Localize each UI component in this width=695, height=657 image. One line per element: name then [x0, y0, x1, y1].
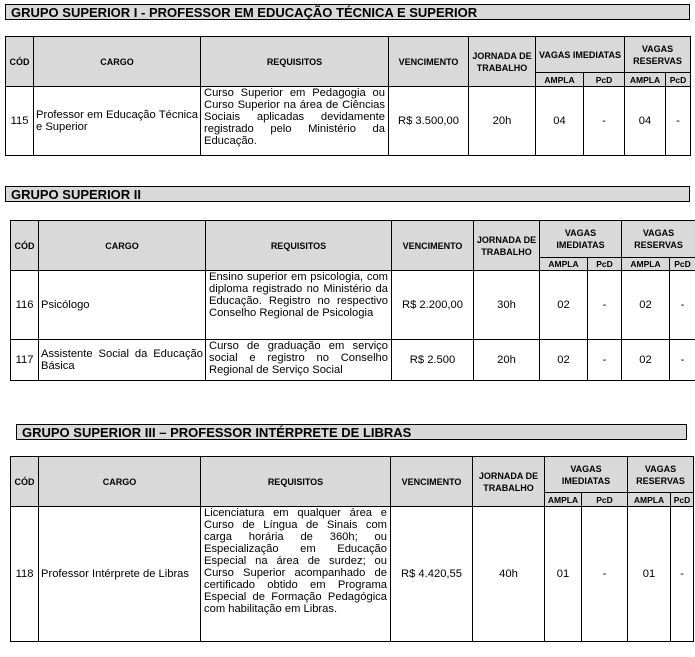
cell-cargo: Assistente Social da Educação Básica [39, 340, 206, 381]
group-1-title: GRUPO SUPERIOR I - PROFESSOR EM EDUCAÇÃO TÉCNICA E SUPERIOR [5, 4, 690, 20]
header-vencimento: VENCIMENTO [391, 457, 473, 507]
header-vagas-imediatas: VAGAS IMEDIATAS [545, 457, 628, 493]
cell-vencimento: R$ 2.200,00 [392, 271, 474, 340]
cell-imediatas-pcd: - [588, 271, 622, 340]
header-pcd: PcD [584, 73, 625, 87]
cell-jornada: 40h [473, 507, 545, 642]
table-row [11, 340, 695, 381]
header-vencimento: VENCIMENTO [389, 37, 469, 87]
header-vagas-imediatas: VAGAS IMEDIATAS [536, 37, 625, 73]
cell-vencimento: R$ 4.420,55 [391, 507, 473, 642]
header-cargo: CARGO [34, 37, 201, 87]
cell-reservas-ampla: 02 [622, 340, 670, 381]
cell-reservas-ampla: 02 [622, 271, 670, 340]
group-3-table [10, 456, 694, 642]
header-requisitos: REQUISITOS [201, 457, 391, 507]
header-requisitos: REQUISITOS [206, 221, 392, 271]
table-row [11, 507, 694, 642]
cell-reservas-pcd: - [670, 271, 695, 340]
cell-requisitos: Ensino superior em psicologia, com diploma registrado no Ministério da Educação. Registro no respectivo Conselho Regional de Psicologia [206, 271, 392, 340]
cell-imediatas-ampla: 01 [545, 507, 582, 642]
header-ampla: AMPLA [625, 73, 666, 87]
cell-jornada: 20h [469, 87, 536, 156]
cell-cod: 118 [11, 507, 39, 642]
header-pcd: PcD [671, 493, 694, 507]
header-cod: CÓD [11, 457, 39, 507]
cell-cargo: Professor em Educação Técnica e Superior [34, 87, 201, 156]
group-2-title: GRUPO SUPERIOR II [5, 186, 690, 202]
header-ampla: AMPLA [536, 73, 584, 87]
table-row [6, 87, 691, 156]
group-3-title: GRUPO SUPERIOR III – PROFESSOR INTÉRPRETE DE LIBRAS [16, 424, 687, 440]
cell-imediatas-pcd: - [584, 87, 625, 156]
header-jornada: JORNADA DE TRABALHO [474, 221, 540, 271]
header-jornada: JORNADA DE TRABALHO [469, 37, 536, 87]
cell-cod: 116 [11, 271, 39, 340]
cell-reservas-pcd: - [666, 87, 691, 156]
header-pcd: PcD [670, 258, 695, 271]
header-pcd: PcD [588, 258, 622, 271]
cell-reservas-ampla: 04 [625, 87, 666, 156]
cell-cod: 115 [6, 87, 34, 156]
table-row [11, 271, 695, 340]
header-ampla: AMPLA [628, 493, 671, 507]
cell-vencimento: R$ 2.500 [392, 340, 474, 381]
header-cod: CÓD [6, 37, 34, 87]
header-ampla: AMPLA [622, 258, 670, 271]
cell-reservas-pcd: - [670, 340, 695, 381]
cell-reservas-ampla: 01 [628, 507, 671, 642]
header-vencimento: VENCIMENTO [392, 221, 474, 271]
header-ampla: AMPLA [540, 258, 588, 271]
cell-vencimento: R$ 3.500,00 [389, 87, 469, 156]
cell-cargo: Psicólogo [39, 271, 206, 340]
header-pcd: PcD [666, 73, 691, 87]
cell-requisitos: Curso de graduação em serviço social e registro no Conselho Regional de Serviço Social [206, 340, 392, 381]
header-vagas-reservas: VAGAS RESERVAS [628, 457, 694, 493]
group-2-table [10, 220, 695, 381]
header-requisitos: REQUISITOS [201, 37, 389, 87]
cell-requisitos: Licenciatura em qualquer área e Curso de Língua de Sinais com carga horária de 360h; ou Especialização em Educação Especial na área de surdez; ou Curso Superior acompanhado de certificado obtido em Programa Especial de Formação Pedagógica com habilitação em Libras. [201, 507, 391, 642]
cell-jornada: 20h [474, 340, 540, 381]
header-jornada: JORNADA DE TRABALHO [473, 457, 545, 507]
header-cod: CÓD [11, 221, 39, 271]
header-cargo: CARGO [39, 457, 201, 507]
cell-jornada: 30h [474, 271, 540, 340]
header-vagas-reservas: VAGAS RESERVAS [625, 37, 691, 73]
cell-imediatas-ampla: 02 [540, 340, 588, 381]
header-cargo: CARGO [39, 221, 206, 271]
cell-cod: 117 [11, 340, 39, 381]
header-pcd: PcD [582, 493, 628, 507]
header-vagas-reservas: VAGAS RESERVAS [622, 221, 695, 258]
cell-reservas-pcd: - [671, 507, 694, 642]
cell-cargo: Professor Intérprete de Libras [39, 507, 201, 642]
cell-imediatas-ampla: 02 [540, 271, 588, 340]
cell-imediatas-ampla: 04 [536, 87, 584, 156]
header-vagas-imediatas: VAGAS IMEDIATAS [540, 221, 622, 258]
cell-requisitos: Curso Superior em Pedagogia ou Curso Superior na área de Ciências Sociais aplicadas devidamente registrado pelo Ministério da Educação. [201, 87, 389, 156]
cell-imediatas-pcd: - [588, 340, 622, 381]
header-ampla: AMPLA [545, 493, 582, 507]
cell-imediatas-pcd: - [582, 507, 628, 642]
group-1-table [5, 36, 691, 156]
